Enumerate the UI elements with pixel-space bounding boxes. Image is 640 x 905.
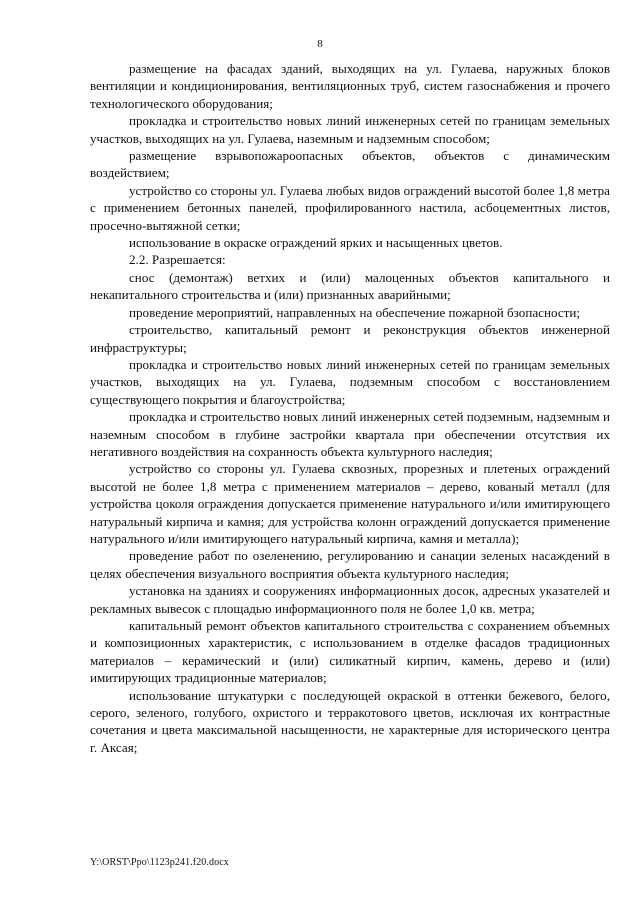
document-body	[90, 60, 610, 756]
page-number: 8	[317, 38, 323, 50]
paragraph: снос (демонтаж) ветхих и (или) малоценных объектов капитального и некапитального строительства и (или) признанных аварийными;	[90, 269, 610, 303]
paragraph: проведение работ по озеленению, регулированию и санации зеленых насаждений в целях обеспечения визуального восприятия объекта культурного наследия;	[90, 548, 610, 581]
paragraph: использование штукатурки с последующей окраской в оттенки бежевого, белого, серого, зеленого, голубого, охристого и терракотового цветов, исключая их контрастные сочетания и цвета максимальной насыщенности, не характерные для исторического центра г. Аксая;	[90, 687, 610, 755]
paragraph: устройство со стороны ул. Гулаева сквозных, прорезных и плетеных ограждений высотой не более 1,8 метра с применением материалов – дерево, кованый металл (для устройства цоколя ограждения допускается применение натурального и/или имитирующего натуральный кирпича и камня; для устройства колонн ограждений допускается применение натурального и/или имитирующего натуральный кирпича, камня и металла);	[90, 461, 610, 546]
paragraph: использование в окраске ограждений ярких и насыщенных цветов.	[129, 235, 503, 251]
paragraph: устройство со стороны ул. Гулаева любых видов ограждений высотой более 1,8 метра с применением бетонных панелей, профилированного настила, асбоцементных листов, просечно-вытяжной сетки;	[90, 182, 610, 233]
paragraph: прокладка и строительство новых линий инженерных сетей по границам земельных участков, выходящих на ул. Гулаева, наземным и надземным способом;	[90, 113, 610, 146]
section-heading: 2.2. Разрешается:	[129, 252, 226, 268]
paragraph: прокладка и строительство новых линий инженерных сетей по границам земельных участков, выходящих на ул. Гулаева, подземным способом с восстановлением существующего покрытия и благоустройства;	[90, 356, 610, 407]
paragraph: установка на зданиях и сооружениях информационных досок, адресных указателей и рекламных вывесок с площадью информационного поля не более 1,0 кв. метра;	[90, 583, 610, 616]
paragraph: строительство, капитальный ремонт и реконструкция объектов инженерной инфраструктуры;	[90, 322, 610, 355]
paragraph: капитальный ремонт объектов капитального строительства с сохранением объемных и композиционных характеристик, с использованием в отделке фасадов традиционных материалов – керамический и (или) силикатный кирпич, камень, дерево и (или) имитирующих традиционные материалов;	[90, 618, 610, 686]
paragraph: размещение на фасадах зданий, выходящих на ул. Гулаева, наружных блоков вентиляции и кондиционирования, вентиляционных труб, систем газоснабжения и прочего технологического оборудования;	[90, 61, 610, 111]
paragraph: проведение мероприятий, направленных на обеспечение пожарной бзопасности;	[129, 304, 581, 320]
paragraph: прокладка и строительство новых линий инженерных сетей подземным, надземным и наземным способом в глубине застройки квартала при обеспечении отсутствия их негативного воздействия на сохранность объекта культурного наследия;	[90, 409, 610, 459]
footer-file-path: Y:\ORST\Ppo\1123p241.f20.docx	[90, 857, 229, 868]
paragraph: размещение взрывопожароопасных объектов, объектов с динамическим воздействием;	[90, 148, 610, 181]
